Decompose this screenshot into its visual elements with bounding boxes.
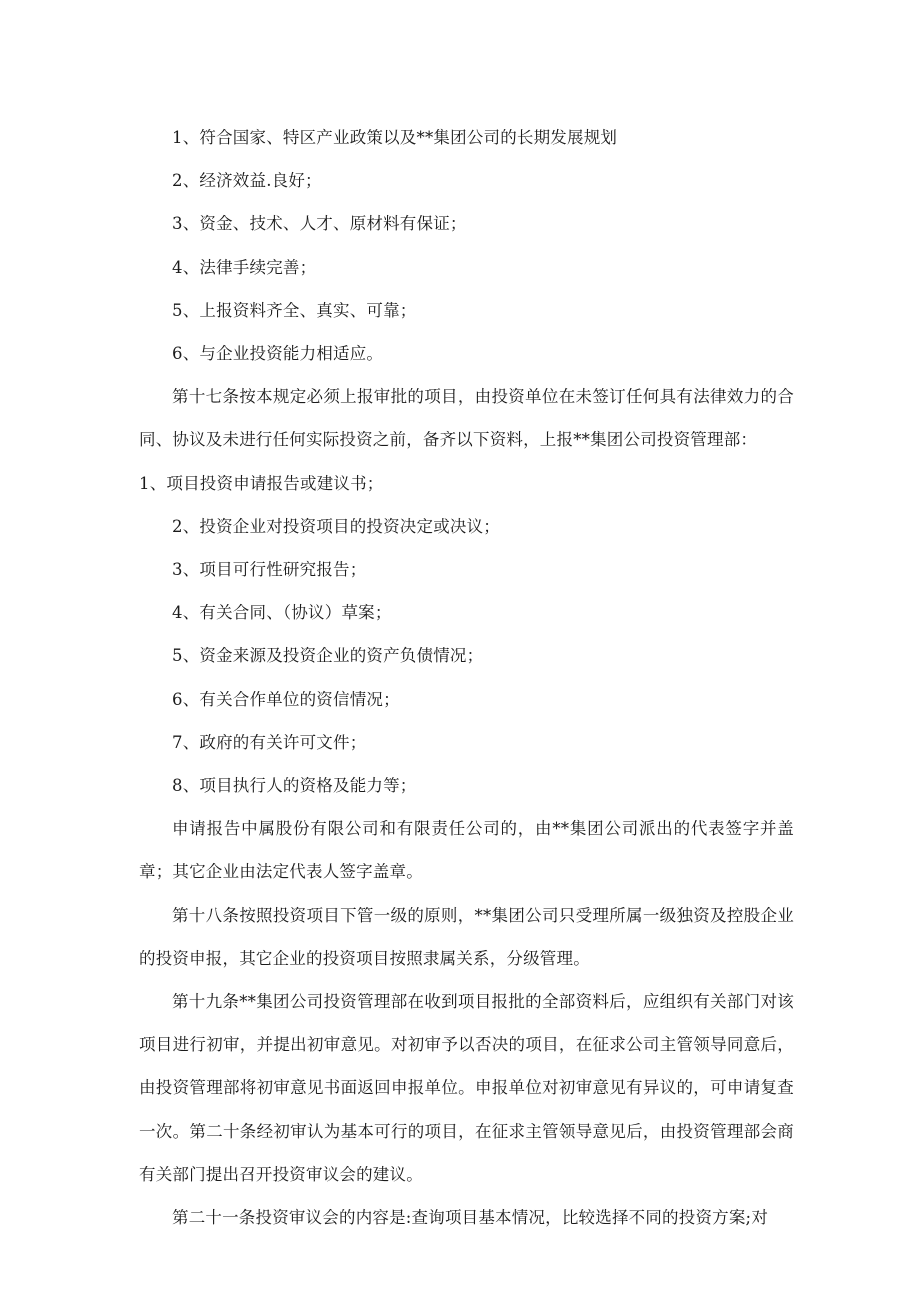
material-item-2: 2、投资企业对投资项目的投资决定或决议；: [172, 516, 500, 536]
material-item-5: 5、资金来源及投资企业的资产负债情况；: [172, 646, 484, 666]
material-item-3: 3、项目可行性研究报告；: [172, 560, 367, 580]
criteria-item-5: 5、上报资料齐全、真实、可靠；: [172, 300, 417, 320]
criteria-item-4: 4、法律手续完善；: [172, 257, 317, 277]
document-body: [139, 116, 794, 1239]
material-item-7: 7、政府的有关许可文件；: [172, 732, 367, 752]
criteria-item-3: 3、资金、技术、人才、原材料有保证；: [172, 214, 467, 234]
material-item-8: 8、项目执行人的资格及能力等；: [172, 776, 417, 796]
criteria-item-2: 2、经济效益.良好；: [172, 171, 322, 191]
signature-requirement-paragraph: 申请报告中属股份有限公司和有限责任公司的，由**集团公司派出的代表签字并盖章；其它企业由法定代表人签字盖章。: [139, 819, 794, 882]
article-17-text: 第十七条按本规定必须上报审批的项目，由投资单位在未签订任何具有法律效力的合同、协议及未进行任何实际投资之前，备齐以下资料，上报**集团公司投资管理部：: [139, 387, 794, 450]
criteria-item-1: 1、符合国家、特区产业政策以及**集团公司的长期发展规划: [172, 128, 618, 147]
material-item-6: 6、有关合作单位的资信情况；: [172, 689, 400, 709]
criteria-item-6: 6、与企业投资能力相适应。: [172, 344, 384, 364]
article-18-paragraph: 第十八条按照投资项目下管一级的原则，**集团公司只受理所属一级独资及控股企业的投资申报，其它企业的投资项目按照隶属关系，分级管理。: [139, 905, 794, 968]
article-21-paragraph: 第二十一条投资审议会的内容是:查询项目基本情况，比较选择不同的投资方案;对: [172, 1208, 769, 1228]
article-19-paragraph: 第十九条**集团公司投资管理部在收到项目报批的全部资料后，应组织有关部门对该项目进行初审，并提出初审意见。对初审予以否决的项目，在征求公司主管领导同意后，由投资管理部将初审意见书面返回申报单位。申报单位对初审意见有异议的，可申请复查一次。第二十条经初审认为基本可行的项目，在征求主管领导意见后，由投资管理部会商有关部门提出召开投资审议会的建议。: [139, 992, 794, 1184]
material-item-4: 4、有关合同、（协议）草案；: [172, 603, 392, 623]
material-item-1: 1、项目投资申请报告或建议书；: [139, 473, 384, 493]
article-17-paragraph: [139, 375, 794, 505]
